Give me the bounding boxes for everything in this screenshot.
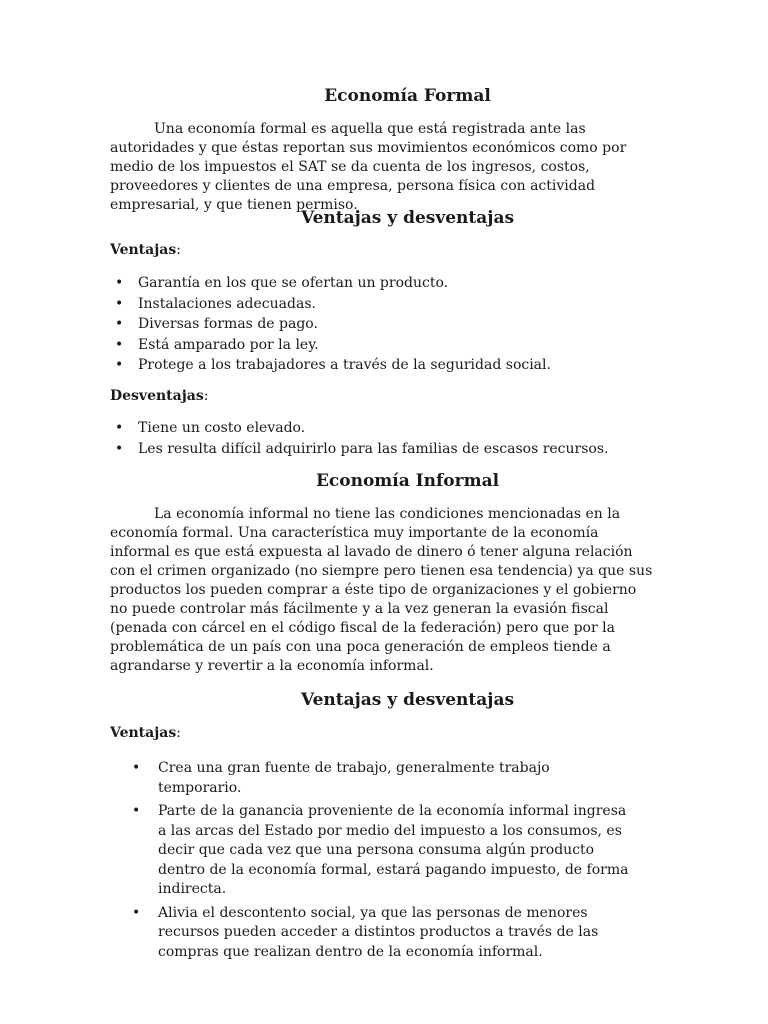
- list-item: [110, 335, 551, 356]
- list-item: [110, 355, 551, 376]
- paragraph-text: Una economía formal es aquella que está registrada ante las autoridades y que éstas reportan sus movimientos económicos como por medio de los impuestos el SAT se da cuenta de los ingresos, costos, proveedores y clientes de una empresa, persona física con actividad empresarial, y que tienen permiso.: [110, 121, 627, 213]
- list-desventajas-formal: [110, 418, 608, 459]
- list-item: [110, 439, 608, 460]
- list-item: [132, 904, 637, 963]
- list-item: [132, 802, 637, 900]
- list-item-text: Diversas formas de pago.: [138, 316, 318, 333]
- bullet-icon: •: [132, 803, 141, 819]
- list-item-text: Les resulta difícil adquirirlo para las familias de escasos recursos.: [138, 440, 609, 457]
- label-colon: :: [176, 725, 181, 741]
- list-item-text: Protege a los trabajadores a través de la seguridad social.: [138, 357, 551, 374]
- bullet-icon: •: [115, 420, 124, 436]
- label-ventajas-2-text: Ventajas: [110, 725, 177, 741]
- bullet-icon: •: [115, 336, 124, 353]
- label-desventajas: [110, 387, 208, 406]
- list-item-text: Crea una gran fuente de trabajo, generalmente trabajo temporario.: [158, 760, 550, 796]
- subtitle-ventajas-desventajas-1: Ventajas y desventajas: [300, 208, 515, 228]
- list-item-text: Garantía en los que se ofertan un producto.: [138, 275, 449, 291]
- list-ventajas-informal: [132, 759, 637, 966]
- paragraph-text: La economía informal no tiene las condiciones mencionadas en la economía formal. Una característica muy importante de la economía informal es que está expuesta al lavado de dinero ó tener alguna relación con el crimen organizado (no siempre pero tienen esa tendencia) ya que sus productos los pueden comprar a éste tipo de organizaciones y el gobierno no puede controlar más fácilmente y a la vez generan la evasión fiscal (penada con cárcel en el código fiscal de la federación) pero que por la problemática de un país con una poca generación de empleos tiende a agrandarse y revertir a la economía informal.: [110, 506, 653, 674]
- list-ventajas-formal: [110, 273, 551, 376]
- label-colon: :: [203, 388, 209, 404]
- list-item-text: Alivia el descontento social, ya que las personas de menores recursos pueden acceder a distintos productos a través de las compras que realizan dentro de la economía informal.: [158, 904, 599, 960]
- list-item: [110, 294, 551, 315]
- list-item: [110, 418, 608, 439]
- label-ventajas-1: [110, 241, 181, 260]
- list-item: [110, 273, 551, 294]
- list-item: [110, 314, 551, 335]
- list-item-text: Tiene un costo elevado.: [138, 420, 306, 436]
- bullet-icon: •: [115, 440, 124, 457]
- bullet-icon: •: [132, 760, 141, 776]
- paragraph-economia-formal: [110, 120, 655, 215]
- bullet-icon: •: [115, 275, 124, 291]
- list-item-text: Está amparado por la ley.: [138, 336, 319, 353]
- bullet-icon: •: [115, 357, 124, 374]
- bullet-icon: •: [132, 904, 141, 921]
- bullet-icon: •: [115, 316, 124, 333]
- list-item: [132, 759, 637, 798]
- label-ventajas-1-text: Ventajas: [110, 242, 177, 258]
- list-item-text: Parte de la ganancia proveniente de la economía informal ingresa a las arcas del Estado por medio del impuesto a los consumos, es decir que cada vez que una persona consuma algún producto dentro de la economía formal, estará pagando impuesto, de forma indirecta.: [158, 803, 629, 897]
- bullet-icon: •: [115, 295, 124, 312]
- label-ventajas-2: [110, 724, 181, 743]
- list-item-text: Instalaciones adecuadas.: [138, 295, 316, 312]
- subtitle-ventajas-desventajas-2: Ventajas y desventajas: [300, 690, 515, 710]
- label-colon: :: [176, 242, 181, 258]
- paragraph-economia-informal: [110, 505, 655, 676]
- title-economia-formal: Economía Formal: [324, 86, 491, 106]
- title-economia-informal: Economía Informal: [315, 471, 500, 491]
- label-desventajas-text: Desventajas: [110, 388, 204, 404]
